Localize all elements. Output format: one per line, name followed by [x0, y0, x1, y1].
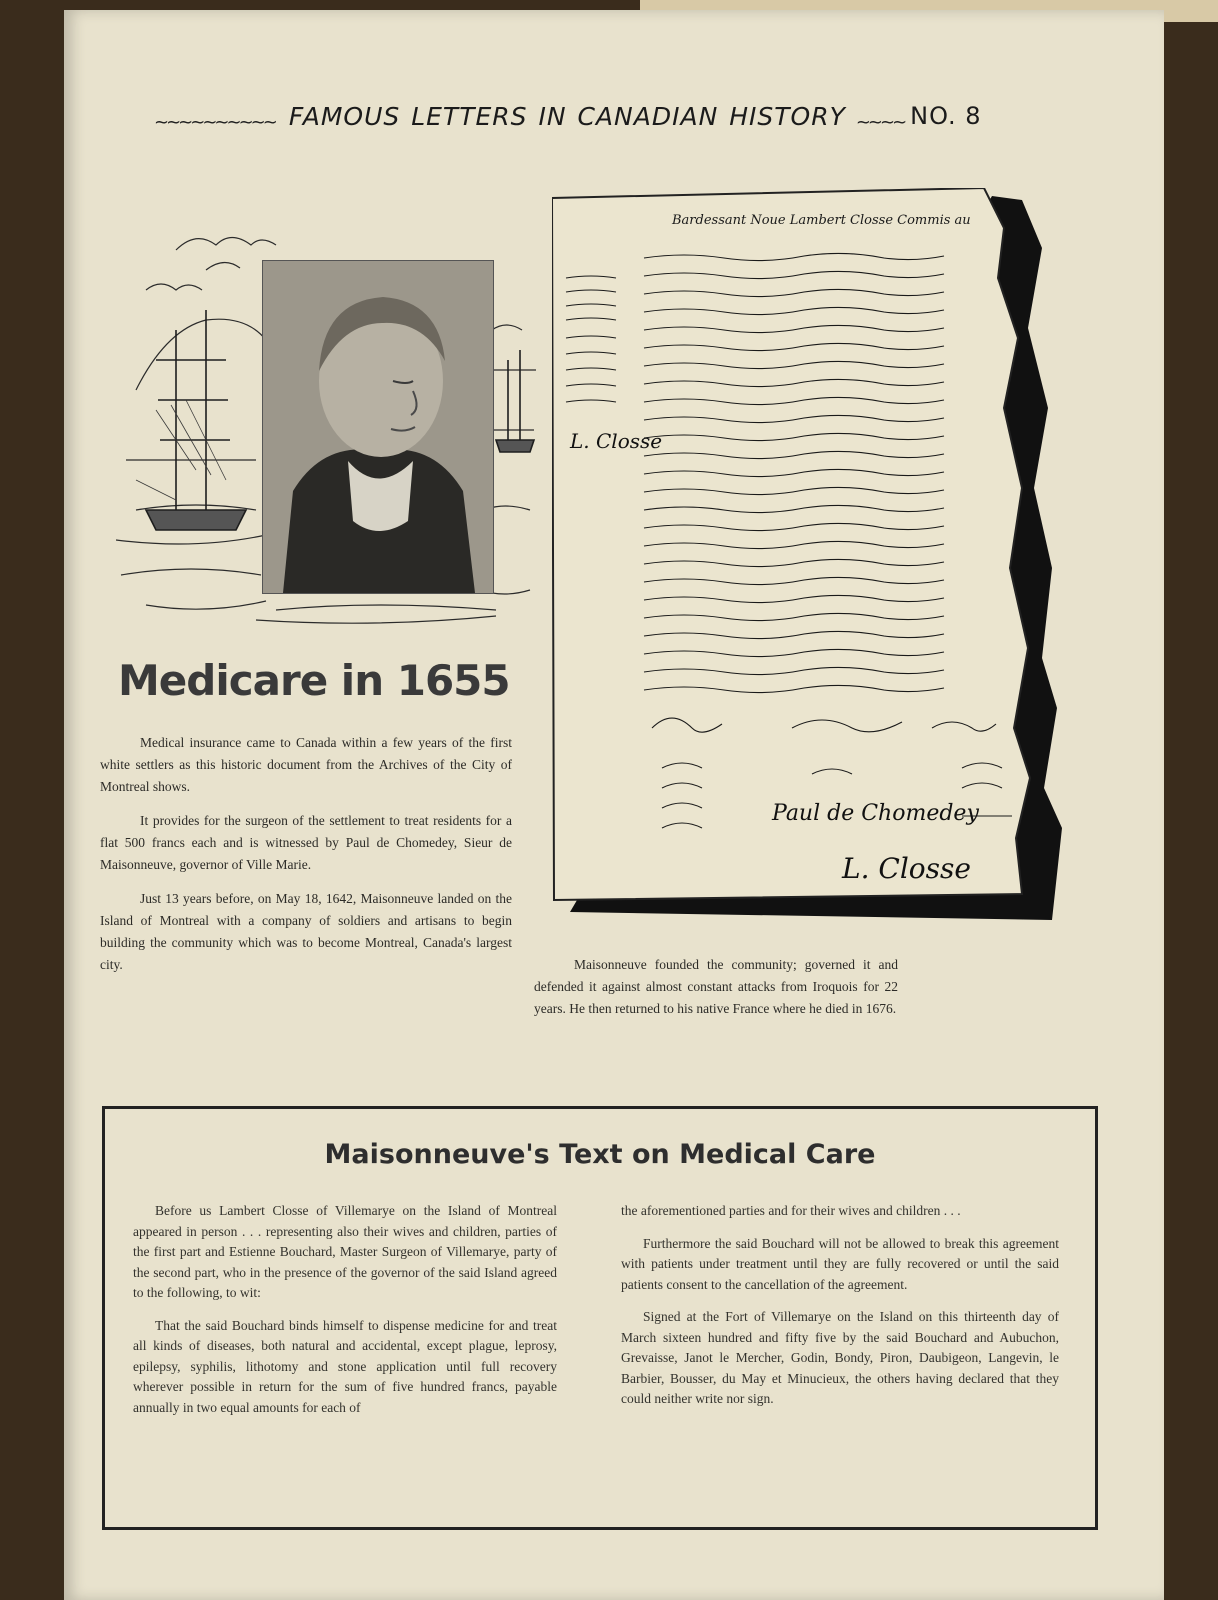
translation-column-right [621, 1201, 1059, 1422]
article-paragraph: Maisonneuve founded the community; governed it and defended it against almost constant attacks from Iroquois for 22 years. He then returned to his native France where he died in 1676. [534, 957, 898, 1016]
signature-chomedey: Paul de Chomedey [772, 801, 979, 826]
translation-paragraph: the aforementioned parties and for their wives and children . . . [621, 1203, 961, 1218]
signature-closse-margin: L. Closse [570, 429, 663, 453]
wavy-rule-right: ~~~~ [855, 111, 905, 133]
article-body-left [100, 732, 512, 988]
article-body-continuation [534, 954, 898, 1032]
signature-closse: L. Closse [842, 852, 971, 885]
article-title: Medicare in 1655 [118, 656, 510, 705]
manuscript-heading: Bardessant Noue Lambert Closse Commis au [672, 213, 971, 228]
translation-title: Maisonneuve's Text on Medical Care [324, 1139, 876, 1170]
translation-column-left [133, 1201, 557, 1430]
series-number: NO. 8 [910, 102, 982, 130]
translation-paragraph: Signed at the Fort of Villemarye on the Island on this thirteenth day of March sixteen hundred and fifty five by the said Bouchard and Aubuchon, Grevaisse, Janot le Mercher, Godin, Bondy, Piron, Daubigeon, Langevin, le Barbier, Bousser, du May et Minucieux, the others having declared that they could neither write nor sign. [621, 1309, 1059, 1406]
series-number-group [855, 102, 982, 133]
article-paragraph: Just 13 years before, on May 18, 1642, Maisonneuve landed on the Island of Montreal with a company of soldiers and artisans to begin building the community which was to become Montreal, Canada's largest city. [100, 891, 512, 972]
magazine-page [64, 10, 1164, 1600]
portrait-figure [263, 261, 493, 593]
translation-paragraph: Furthermore the said Bouchard will not be allowed to break this agreement with patients under treatment until they are fully recovered or until the said patients consent to the cancellation of the agreement. [621, 1235, 1059, 1292]
manuscript-document-image [552, 188, 1064, 926]
portrait-image [262, 260, 494, 594]
article-paragraph: It provides for the surgeon of the settlement to treat residents for a flat 500 francs each and is witnessed by Paul de Chomedey, Sieur de Maisonneuve, governor of Ville Marie. [100, 813, 512, 872]
article-paragraph: Medical insurance came to Canada within a few years of the first white settlers as this historic document from the Archives of the City of Montreal shows. [100, 735, 512, 794]
wavy-rule-left: ~~~~~~~~~~ [154, 111, 275, 133]
series-title: FAMOUS LETTERS IN CANADIAN HISTORY [288, 101, 846, 131]
translation-paragraph: That the said Bouchard binds himself to dispense medicine for and treat all kinds of diseases, both natural and accidental, except plague, leprosy, epilepsy, syphilis, lithotomy and stone application until full recovery wherever possible in return for the sum of five hundred francs, payable annually in two equal amounts for each of [133, 1317, 557, 1415]
translation-box [102, 1106, 1098, 1530]
page-header [154, 96, 1034, 136]
translation-paragraph: Before us Lambert Closse of Villemarye on the Island of Montreal appeared in person . . . representing also their wives and children, parties of the first part and Estienne Bouchard, Master Surgeon of Villemarye, party of the second part, who in the presence of the governor of the said Island agreed to the following, to wit: [133, 1203, 557, 1300]
